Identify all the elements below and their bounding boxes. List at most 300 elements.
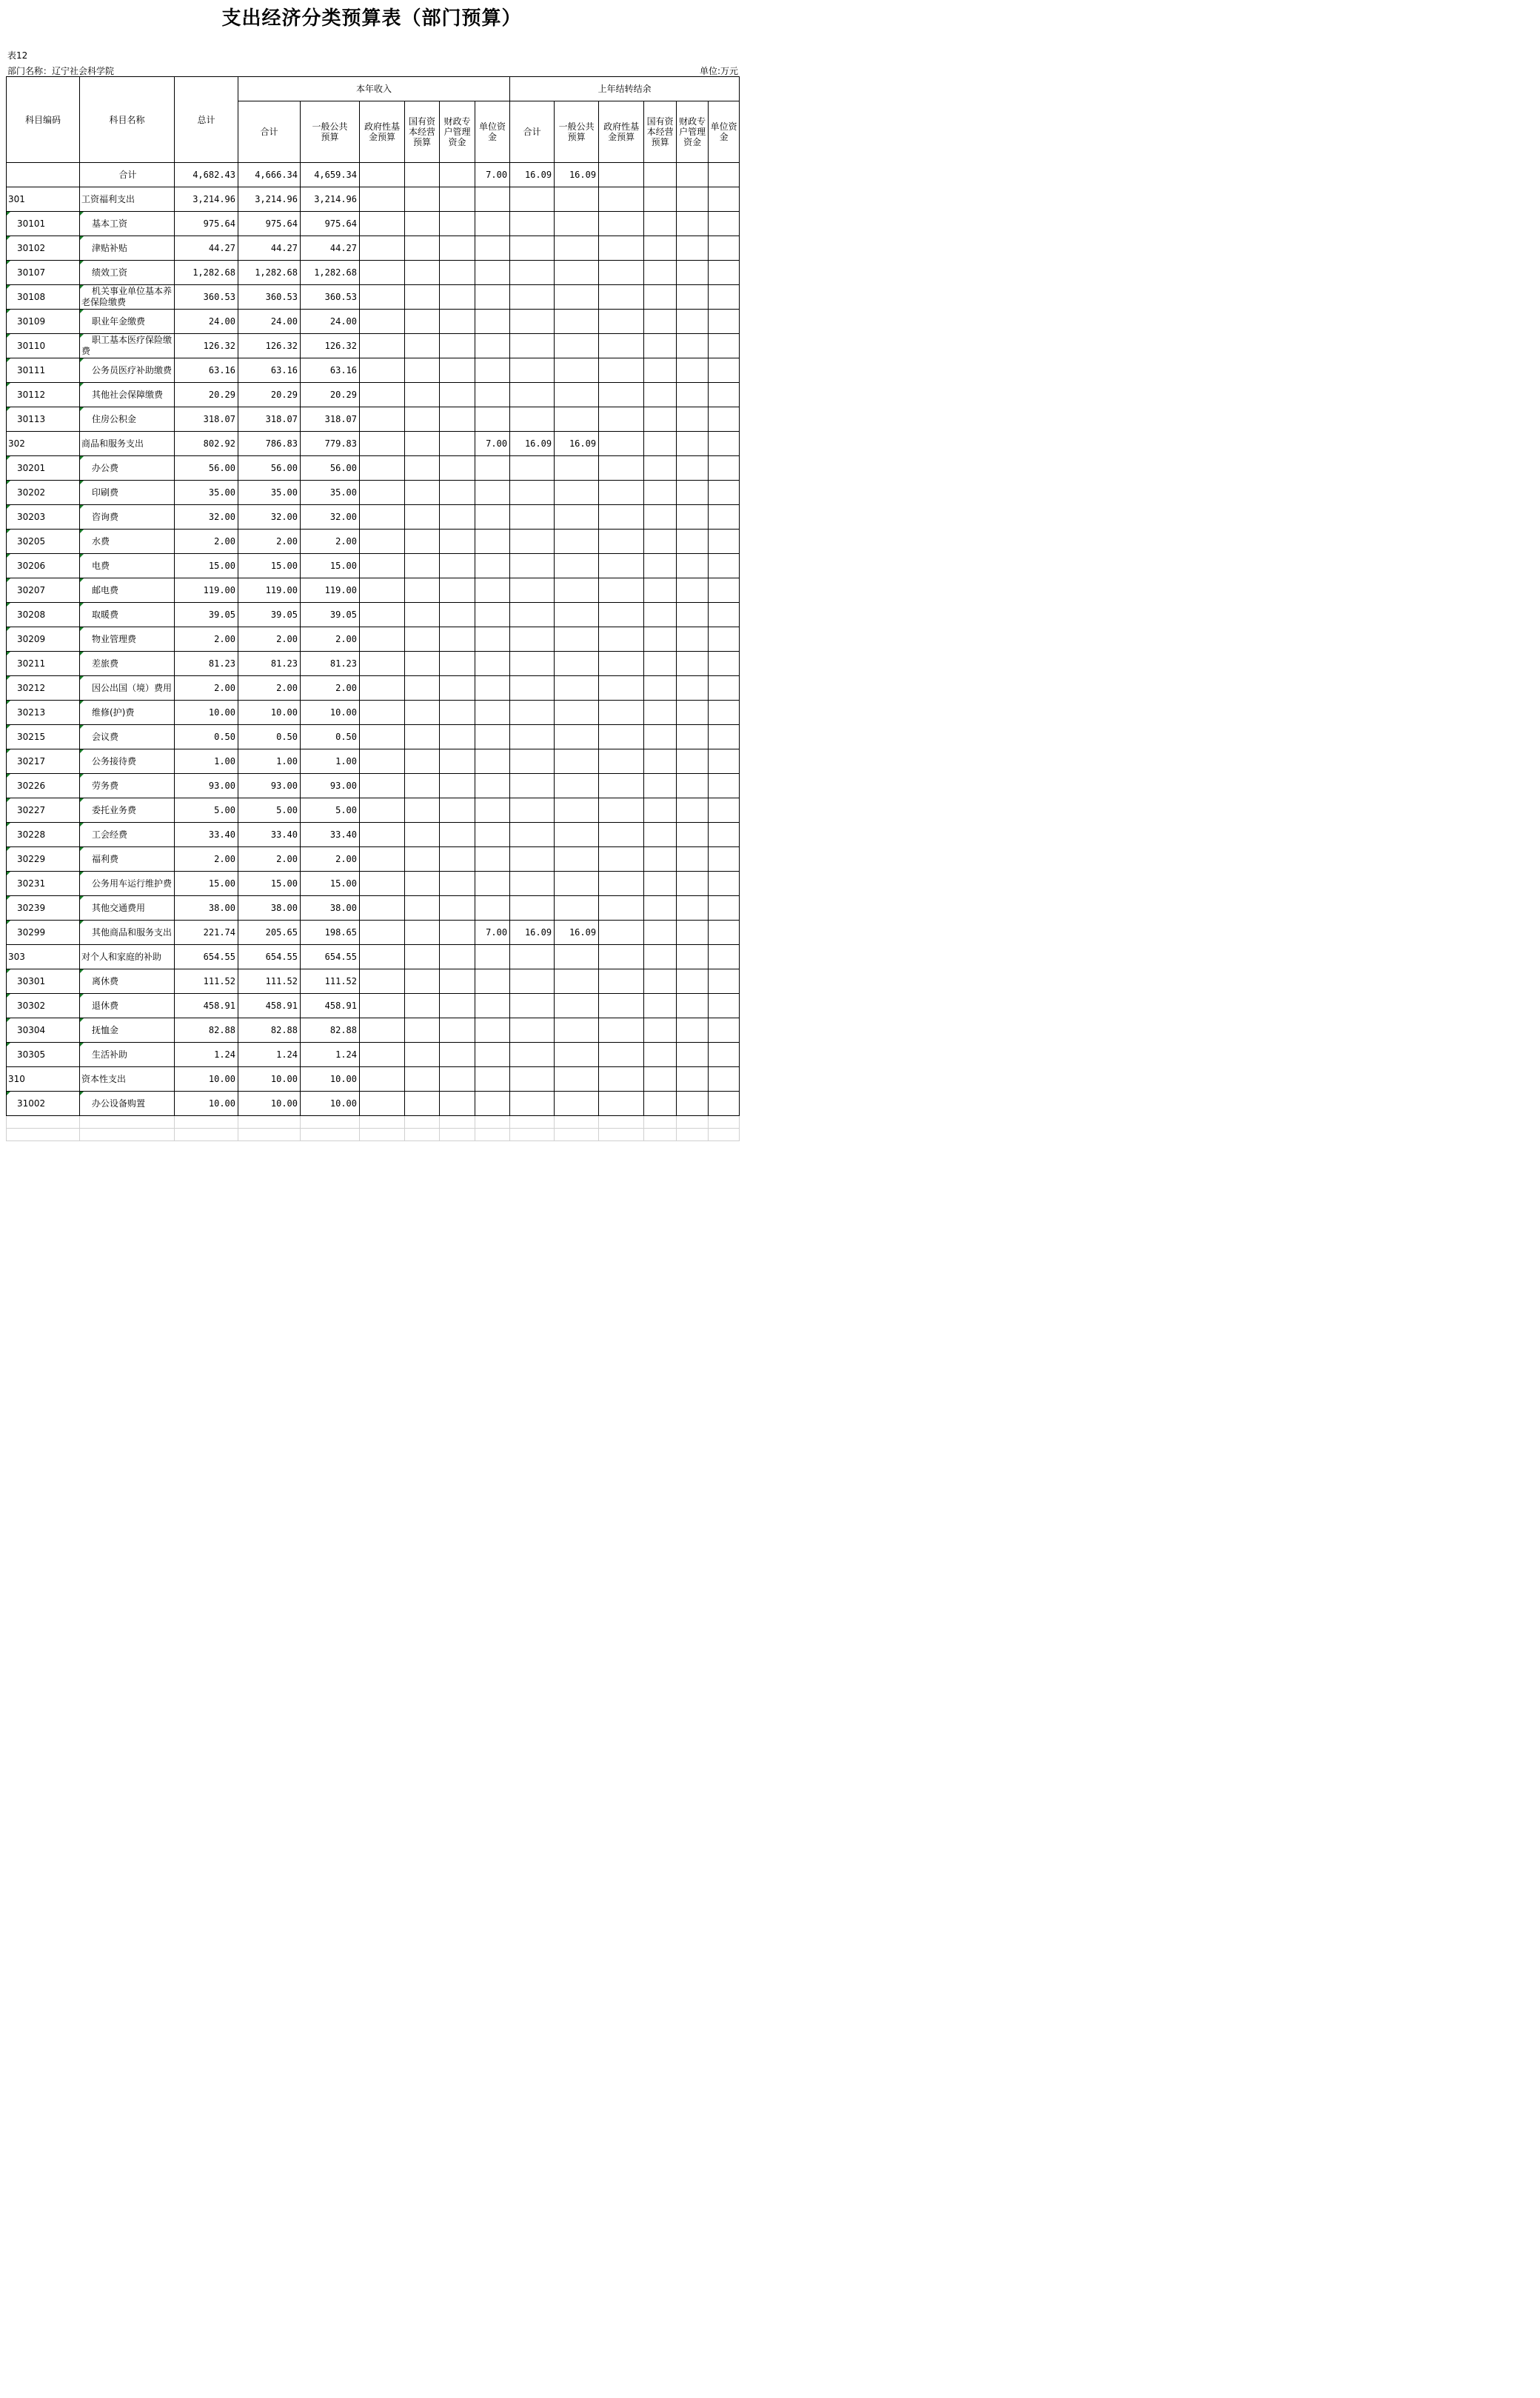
table-row xyxy=(7,725,740,749)
cell-p-special xyxy=(677,603,709,627)
cell-code: 302 xyxy=(7,432,80,456)
cell-name: 其他交通费用 xyxy=(80,896,175,921)
cell-c-general: 1.24 xyxy=(301,1043,360,1067)
cell-p-sum xyxy=(510,407,555,432)
table-row xyxy=(7,652,740,676)
cell-c-state xyxy=(405,432,440,456)
cell-code: 303 xyxy=(7,945,80,969)
cell-c-unit xyxy=(475,187,510,212)
cell-p-general xyxy=(555,969,599,994)
empty-cell xyxy=(677,1116,709,1129)
cell-name: 邮电费 xyxy=(80,578,175,603)
cell-c-general: 82.88 xyxy=(301,1018,360,1043)
cell-c-fund xyxy=(360,407,405,432)
cell-code: 30301 xyxy=(7,969,80,994)
cell-code: 30111 xyxy=(7,358,80,383)
table-row xyxy=(7,774,740,798)
empty-cell xyxy=(555,1129,599,1141)
cell-name: 退休费 xyxy=(80,994,175,1018)
cell-p-unit xyxy=(709,383,740,407)
cell-p-sum xyxy=(510,603,555,627)
cell-p-general xyxy=(555,261,599,285)
cell-total: 2.00 xyxy=(175,847,238,872)
empty-cell xyxy=(301,1116,360,1129)
cell-p-special xyxy=(677,358,709,383)
cell-p-sum xyxy=(510,701,555,725)
table-row xyxy=(7,676,740,701)
cell-c-general: 44.27 xyxy=(301,236,360,261)
cell-p-special xyxy=(677,847,709,872)
table-row xyxy=(7,505,740,530)
cell-c-state xyxy=(405,383,440,407)
cell-c-state xyxy=(405,1092,440,1116)
cell-total: 1,282.68 xyxy=(175,261,238,285)
cell-c-state xyxy=(405,627,440,652)
cell-c-special xyxy=(440,823,475,847)
cell-p-sum xyxy=(510,725,555,749)
cell-c-general: 39.05 xyxy=(301,603,360,627)
cell-p-state xyxy=(644,749,677,774)
cell-c-state xyxy=(405,481,440,505)
cell-p-fund xyxy=(599,554,644,578)
cell-p-sum xyxy=(510,554,555,578)
cell-c-state xyxy=(405,261,440,285)
cell-name: 商品和服务支出 xyxy=(80,432,175,456)
cell-p-sum xyxy=(510,334,555,358)
cell-p-fund xyxy=(599,749,644,774)
cell-p-sum xyxy=(510,383,555,407)
cell-total: 44.27 xyxy=(175,236,238,261)
cell-c-fund xyxy=(360,1092,405,1116)
cell-p-special xyxy=(677,481,709,505)
empty-cell xyxy=(709,1129,740,1141)
table-row xyxy=(7,994,740,1018)
cell-c-state xyxy=(405,847,440,872)
cell-total: 221.74 xyxy=(175,921,238,945)
cell-total: 93.00 xyxy=(175,774,238,798)
cell-total: 35.00 xyxy=(175,481,238,505)
cell-total: 81.23 xyxy=(175,652,238,676)
cell-p-fund xyxy=(599,774,644,798)
cell-p-general xyxy=(555,383,599,407)
cell-p-unit xyxy=(709,627,740,652)
cell-c-special xyxy=(440,603,475,627)
table-row xyxy=(7,798,740,823)
cell-c-special xyxy=(440,945,475,969)
cell-c-state xyxy=(405,823,440,847)
cell-c-general: 654.55 xyxy=(301,945,360,969)
budget-sheet xyxy=(0,0,743,1158)
table-row xyxy=(7,749,740,774)
cell-code: 30206 xyxy=(7,554,80,578)
cell-c-state xyxy=(405,749,440,774)
cell-p-sum xyxy=(510,774,555,798)
cell-p-fund xyxy=(599,334,644,358)
cell-c-sum: 93.00 xyxy=(238,774,301,798)
cell-total: 119.00 xyxy=(175,578,238,603)
cell-c-state xyxy=(405,652,440,676)
cell-total: 654.55 xyxy=(175,945,238,969)
cell-p-general xyxy=(555,994,599,1018)
cell-p-sum xyxy=(510,530,555,554)
cell-p-general xyxy=(555,212,599,236)
cell-c-special xyxy=(440,187,475,212)
cell-p-sum: 16.09 xyxy=(510,163,555,187)
cell-c-general: 56.00 xyxy=(301,456,360,481)
cell-c-fund xyxy=(360,969,405,994)
empty-cell xyxy=(440,1129,475,1141)
cell-c-sum: 10.00 xyxy=(238,701,301,725)
cell-c-state xyxy=(405,554,440,578)
cell-name: 维修(护)费 xyxy=(80,701,175,725)
cell-p-fund xyxy=(599,627,644,652)
cell-p-fund xyxy=(599,872,644,896)
cell-name: 劳务费 xyxy=(80,774,175,798)
cell-c-special xyxy=(440,676,475,701)
cell-p-special xyxy=(677,945,709,969)
cell-c-fund xyxy=(360,383,405,407)
cell-p-unit xyxy=(709,481,740,505)
cell-p-state xyxy=(644,652,677,676)
cell-c-general: 24.00 xyxy=(301,310,360,334)
cell-p-sum xyxy=(510,847,555,872)
cell-p-special xyxy=(677,872,709,896)
cell-name: 工会经费 xyxy=(80,823,175,847)
cell-c-unit xyxy=(475,505,510,530)
cell-name: 公务用车运行维护费 xyxy=(80,872,175,896)
cell-c-state xyxy=(405,212,440,236)
cell-c-special xyxy=(440,872,475,896)
cell-p-special xyxy=(677,1018,709,1043)
cell-code: 30211 xyxy=(7,652,80,676)
empty-cell xyxy=(709,1116,740,1129)
cell-name: 资本性支出 xyxy=(80,1067,175,1092)
cell-c-unit xyxy=(475,994,510,1018)
cell-c-general: 5.00 xyxy=(301,798,360,823)
cell-c-fund xyxy=(360,456,405,481)
cell-p-general xyxy=(555,481,599,505)
cell-p-general xyxy=(555,456,599,481)
cell-c-general: 32.00 xyxy=(301,505,360,530)
cell-p-sum xyxy=(510,358,555,383)
cell-total: 458.91 xyxy=(175,994,238,1018)
cell-p-state xyxy=(644,212,677,236)
cell-c-fund xyxy=(360,994,405,1018)
table-row xyxy=(7,456,740,481)
cell-p-general xyxy=(555,872,599,896)
budget-table xyxy=(6,76,740,1141)
cell-c-fund xyxy=(360,872,405,896)
empty-cell xyxy=(555,1116,599,1129)
table-row xyxy=(7,1018,740,1043)
table-body xyxy=(7,163,740,1141)
cell-code: 30302 xyxy=(7,994,80,1018)
cell-p-unit xyxy=(709,798,740,823)
cell-p-sum xyxy=(510,872,555,896)
cell-c-sum: 24.00 xyxy=(238,310,301,334)
cell-c-sum: 4,666.34 xyxy=(238,163,301,187)
cell-p-fund xyxy=(599,1092,644,1116)
cell-p-fund xyxy=(599,285,644,310)
cell-name: 生活补助 xyxy=(80,1043,175,1067)
cell-total: 1.24 xyxy=(175,1043,238,1067)
cell-c-state xyxy=(405,578,440,603)
cell-code: 301 xyxy=(7,187,80,212)
cell-p-unit xyxy=(709,774,740,798)
cell-p-sum xyxy=(510,578,555,603)
cell-p-general xyxy=(555,530,599,554)
table-row xyxy=(7,407,740,432)
cell-p-sum xyxy=(510,212,555,236)
cell-c-unit xyxy=(475,456,510,481)
cell-c-sum: 44.27 xyxy=(238,236,301,261)
cell-c-state xyxy=(405,285,440,310)
cell-total: 2.00 xyxy=(175,530,238,554)
cell-p-unit xyxy=(709,603,740,627)
cell-p-fund xyxy=(599,505,644,530)
cell-c-state xyxy=(405,530,440,554)
cell-c-fund xyxy=(360,676,405,701)
cell-c-special xyxy=(440,774,475,798)
cell-c-general: 458.91 xyxy=(301,994,360,1018)
header-name: 科目名称 xyxy=(80,77,175,163)
cell-c-state xyxy=(405,1018,440,1043)
cell-p-sum xyxy=(510,945,555,969)
cell-name: 合计 xyxy=(80,163,175,187)
cell-name: 差旅费 xyxy=(80,652,175,676)
cell-p-fund xyxy=(599,969,644,994)
cell-p-unit xyxy=(709,847,740,872)
cell-p-fund xyxy=(599,212,644,236)
cell-c-state xyxy=(405,969,440,994)
cell-code: 30229 xyxy=(7,847,80,872)
cell-p-sum xyxy=(510,481,555,505)
cell-c-general: 33.40 xyxy=(301,823,360,847)
cell-p-state xyxy=(644,994,677,1018)
cell-c-unit xyxy=(475,676,510,701)
cell-code: 30201 xyxy=(7,456,80,481)
table-row xyxy=(7,1092,740,1116)
cell-c-special xyxy=(440,456,475,481)
cell-c-sum: 32.00 xyxy=(238,505,301,530)
cell-c-general: 318.07 xyxy=(301,407,360,432)
cell-p-general xyxy=(555,945,599,969)
cell-total: 24.00 xyxy=(175,310,238,334)
cell-total: 32.00 xyxy=(175,505,238,530)
cell-p-state xyxy=(644,847,677,872)
cell-total: 82.88 xyxy=(175,1018,238,1043)
table-row xyxy=(7,1067,740,1092)
cell-c-sum: 2.00 xyxy=(238,627,301,652)
cell-c-general: 15.00 xyxy=(301,554,360,578)
cell-code: 30227 xyxy=(7,798,80,823)
cell-c-unit xyxy=(475,749,510,774)
cell-p-general xyxy=(555,578,599,603)
empty-cell xyxy=(677,1129,709,1141)
cell-p-unit xyxy=(709,1018,740,1043)
cell-code: 30110 xyxy=(7,334,80,358)
cell-c-special xyxy=(440,236,475,261)
cell-code: 30215 xyxy=(7,725,80,749)
cell-p-state xyxy=(644,945,677,969)
cell-code: 30305 xyxy=(7,1043,80,1067)
cell-c-fund xyxy=(360,554,405,578)
cell-c-fund xyxy=(360,774,405,798)
cell-p-unit xyxy=(709,945,740,969)
cell-name: 福利费 xyxy=(80,847,175,872)
cell-c-fund xyxy=(360,334,405,358)
cell-c-unit xyxy=(475,896,510,921)
cell-c-fund xyxy=(360,945,405,969)
cell-p-unit xyxy=(709,334,740,358)
header-current-special: 财政专户管理资金 xyxy=(440,101,475,163)
cell-p-unit xyxy=(709,261,740,285)
header-prior-general: 一般公共预算 xyxy=(555,101,599,163)
cell-code: 30205 xyxy=(7,530,80,554)
cell-p-sum xyxy=(510,652,555,676)
cell-c-state xyxy=(405,1067,440,1092)
cell-p-sum xyxy=(510,1067,555,1092)
cell-code: 30231 xyxy=(7,872,80,896)
cell-total: 126.32 xyxy=(175,334,238,358)
table-row xyxy=(7,285,740,310)
cell-code: 30209 xyxy=(7,627,80,652)
cell-c-fund xyxy=(360,1067,405,1092)
cell-p-unit xyxy=(709,187,740,212)
cell-c-general: 779.83 xyxy=(301,432,360,456)
cell-c-general: 1,282.68 xyxy=(301,261,360,285)
cell-p-general xyxy=(555,407,599,432)
cell-p-unit xyxy=(709,1043,740,1067)
cell-p-special xyxy=(677,1043,709,1067)
cell-c-unit xyxy=(475,701,510,725)
cell-total: 10.00 xyxy=(175,1092,238,1116)
cell-p-general xyxy=(555,1043,599,1067)
cell-c-fund xyxy=(360,358,405,383)
cell-p-general: 16.09 xyxy=(555,163,599,187)
cell-c-special xyxy=(440,358,475,383)
empty-cell xyxy=(475,1116,510,1129)
cell-p-fund xyxy=(599,701,644,725)
cell-c-fund xyxy=(360,896,405,921)
cell-c-state xyxy=(405,994,440,1018)
cell-p-unit xyxy=(709,1067,740,1092)
empty-cell xyxy=(7,1116,80,1129)
cell-c-unit xyxy=(475,945,510,969)
cell-p-state xyxy=(644,823,677,847)
cell-p-state xyxy=(644,1043,677,1067)
cell-c-general: 198.65 xyxy=(301,921,360,945)
cell-p-sum xyxy=(510,969,555,994)
cell-name: 工资福利支出 xyxy=(80,187,175,212)
cell-p-state xyxy=(644,872,677,896)
cell-c-special xyxy=(440,530,475,554)
cell-p-fund xyxy=(599,236,644,261)
cell-p-unit xyxy=(709,896,740,921)
cell-p-fund xyxy=(599,456,644,481)
cell-p-general: 16.09 xyxy=(555,921,599,945)
cell-c-unit xyxy=(475,407,510,432)
cell-total: 2.00 xyxy=(175,676,238,701)
cell-c-unit xyxy=(475,774,510,798)
cell-p-special xyxy=(677,578,709,603)
cell-p-fund xyxy=(599,383,644,407)
cell-total: 318.07 xyxy=(175,407,238,432)
cell-p-fund xyxy=(599,945,644,969)
empty-row xyxy=(7,1129,740,1141)
cell-code: 30208 xyxy=(7,603,80,627)
cell-c-unit xyxy=(475,969,510,994)
cell-p-unit xyxy=(709,236,740,261)
cell-p-special xyxy=(677,163,709,187)
cell-p-general xyxy=(555,603,599,627)
cell-p-general xyxy=(555,627,599,652)
cell-p-unit xyxy=(709,994,740,1018)
cell-code xyxy=(7,163,80,187)
cell-c-special xyxy=(440,163,475,187)
cell-c-sum: 15.00 xyxy=(238,554,301,578)
cell-p-fund xyxy=(599,261,644,285)
cell-p-state xyxy=(644,432,677,456)
cell-code: 30107 xyxy=(7,261,80,285)
cell-c-general: 15.00 xyxy=(301,872,360,896)
empty-cell xyxy=(301,1129,360,1141)
cell-c-unit xyxy=(475,1092,510,1116)
cell-total: 33.40 xyxy=(175,823,238,847)
empty-cell xyxy=(175,1129,238,1141)
cell-c-state xyxy=(405,676,440,701)
cell-p-special xyxy=(677,921,709,945)
cell-p-special xyxy=(677,725,709,749)
cell-code: 30112 xyxy=(7,383,80,407)
cell-c-sum: 0.50 xyxy=(238,725,301,749)
empty-cell xyxy=(405,1129,440,1141)
cell-c-unit xyxy=(475,627,510,652)
table-row xyxy=(7,603,740,627)
cell-c-special xyxy=(440,481,475,505)
cell-p-special xyxy=(677,530,709,554)
cell-code: 30304 xyxy=(7,1018,80,1043)
cell-p-fund xyxy=(599,652,644,676)
cell-c-unit xyxy=(475,798,510,823)
cell-p-special xyxy=(677,1092,709,1116)
cell-total: 0.50 xyxy=(175,725,238,749)
cell-name: 会议费 xyxy=(80,725,175,749)
empty-cell xyxy=(644,1116,677,1129)
empty-cell xyxy=(599,1116,644,1129)
cell-c-special xyxy=(440,652,475,676)
cell-c-special xyxy=(440,432,475,456)
table-row xyxy=(7,236,740,261)
cell-c-general: 126.32 xyxy=(301,334,360,358)
cell-p-special xyxy=(677,456,709,481)
cell-c-special xyxy=(440,407,475,432)
table-row xyxy=(7,261,740,285)
cell-name: 因公出国（境）费用 xyxy=(80,676,175,701)
cell-p-state xyxy=(644,481,677,505)
cell-total: 360.53 xyxy=(175,285,238,310)
cell-c-special xyxy=(440,1092,475,1116)
cell-p-state xyxy=(644,578,677,603)
cell-p-sum xyxy=(510,1043,555,1067)
cell-c-special xyxy=(440,749,475,774)
cell-c-state xyxy=(405,896,440,921)
header-prior-carryover: 上年结转结余 xyxy=(510,77,740,101)
cell-c-sum: 20.29 xyxy=(238,383,301,407)
cell-total: 4,682.43 xyxy=(175,163,238,187)
cell-p-state xyxy=(644,627,677,652)
header-current-general: 一般公共预算 xyxy=(301,101,360,163)
